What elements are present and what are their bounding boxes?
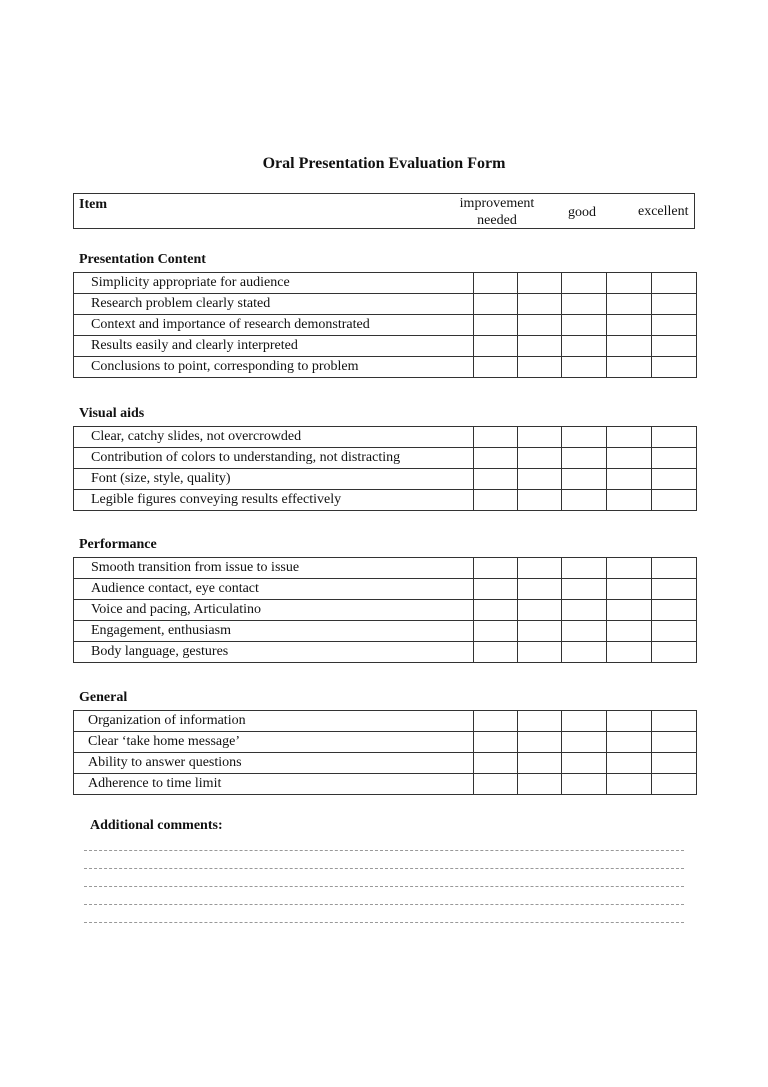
rating-cell[interactable] <box>474 642 518 663</box>
rating-cell[interactable] <box>562 357 607 378</box>
rating-cell[interactable] <box>652 336 697 357</box>
rating-cell[interactable] <box>518 448 562 469</box>
rating-cell[interactable] <box>652 558 697 579</box>
rating-cell[interactable] <box>652 273 697 294</box>
criterion-label: Organization of information <box>74 711 474 732</box>
rating-cell[interactable] <box>474 357 518 378</box>
table-row <box>74 469 697 490</box>
rating-cell[interactable] <box>474 774 518 795</box>
rating-cell[interactable] <box>562 294 607 315</box>
rating-cell[interactable] <box>518 621 562 642</box>
table-row <box>74 642 697 663</box>
table-row <box>74 336 697 357</box>
rating-cell[interactable] <box>474 469 518 490</box>
rating-cell[interactable] <box>607 621 652 642</box>
rating-cell[interactable] <box>474 621 518 642</box>
rating-cell[interactable] <box>518 774 562 795</box>
rating-cell[interactable] <box>652 711 697 732</box>
section-table-performance <box>73 557 697 663</box>
rating-cell[interactable] <box>474 732 518 753</box>
table-row <box>74 273 697 294</box>
table-row <box>74 621 697 642</box>
header-excellent: excellent <box>638 204 689 219</box>
rating-cell[interactable] <box>474 315 518 336</box>
criterion-label: Context and importance of research demonstrated <box>74 315 474 336</box>
section-title-visual-aids: Visual aids <box>79 406 145 421</box>
criterion-label: Smooth transition from issue to issue <box>74 558 474 579</box>
rating-cell[interactable] <box>607 294 652 315</box>
table-row <box>74 490 697 511</box>
rating-cell[interactable] <box>562 427 607 448</box>
rating-cell[interactable] <box>607 427 652 448</box>
rating-cell[interactable] <box>652 621 697 642</box>
rating-cell[interactable] <box>562 753 607 774</box>
criterion-label: Engagement, enthusiasm <box>74 621 474 642</box>
criterion-label: Clear, catchy slides, not overcrowded <box>74 427 474 448</box>
criterion-label: Research problem clearly stated <box>74 294 474 315</box>
rating-cell[interactable] <box>518 558 562 579</box>
header-improvement-needed: improvement needed <box>459 196 535 228</box>
table-row <box>74 600 697 621</box>
rating-cell[interactable] <box>562 711 607 732</box>
rating-cell[interactable] <box>474 273 518 294</box>
header-good: good <box>568 205 596 220</box>
section-title-presentation-content: Presentation Content <box>79 252 206 267</box>
rating-cell[interactable] <box>652 753 697 774</box>
rating-cell[interactable] <box>607 273 652 294</box>
rating-cell[interactable] <box>562 315 607 336</box>
rating-cell[interactable] <box>518 357 562 378</box>
criterion-label: Font (size, style, quality) <box>74 469 474 490</box>
criterion-label: Clear ‘take home message’ <box>74 732 474 753</box>
table-row <box>74 732 697 753</box>
criterion-label: Results easily and clearly interpreted <box>74 336 474 357</box>
section-table-general <box>73 710 697 795</box>
table-header <box>73 193 695 229</box>
rating-cell[interactable] <box>607 490 652 511</box>
comment-line[interactable] <box>84 922 684 923</box>
rating-cell[interactable] <box>518 753 562 774</box>
rating-cell[interactable] <box>607 579 652 600</box>
section-title-general: General <box>79 690 128 705</box>
section-table-visual-aids <box>73 426 697 511</box>
rating-cell[interactable] <box>474 558 518 579</box>
rating-cell[interactable] <box>562 774 607 795</box>
rating-cell[interactable] <box>518 490 562 511</box>
rating-cell[interactable] <box>474 753 518 774</box>
rating-cell[interactable] <box>652 448 697 469</box>
rating-cell[interactable] <box>607 600 652 621</box>
rating-cell[interactable] <box>474 427 518 448</box>
rating-cell[interactable] <box>518 294 562 315</box>
rating-cell[interactable] <box>518 642 562 663</box>
table-row <box>74 753 697 774</box>
form-title: Oral Presentation Evaluation Form <box>262 155 506 172</box>
rating-cell[interactable] <box>607 448 652 469</box>
rating-cell[interactable] <box>652 469 697 490</box>
table-row <box>74 294 697 315</box>
rating-cell[interactable] <box>652 490 697 511</box>
criterion-label: Adherence to time limit <box>74 774 474 795</box>
criterion-label: Audience contact, eye contact <box>74 579 474 600</box>
rating-cell[interactable] <box>607 558 652 579</box>
rating-cell[interactable] <box>607 642 652 663</box>
rating-cell[interactable] <box>607 315 652 336</box>
rating-cell[interactable] <box>518 711 562 732</box>
rating-cell[interactable] <box>652 427 697 448</box>
rating-cell[interactable] <box>652 600 697 621</box>
comment-line[interactable] <box>84 868 684 869</box>
rating-cell[interactable] <box>474 448 518 469</box>
rating-cell[interactable] <box>607 336 652 357</box>
table-row <box>74 711 697 732</box>
rating-cell[interactable] <box>652 579 697 600</box>
criterion-label: Legible figures conveying results effectively <box>74 490 474 511</box>
rating-cell[interactable] <box>474 711 518 732</box>
rating-cell[interactable] <box>652 315 697 336</box>
rating-cell[interactable] <box>562 732 607 753</box>
rating-cell[interactable] <box>474 490 518 511</box>
rating-cell[interactable] <box>474 294 518 315</box>
table-row <box>74 427 697 448</box>
table-row <box>74 558 697 579</box>
rating-cell[interactable] <box>474 336 518 357</box>
rating-cell[interactable] <box>562 273 607 294</box>
rating-cell[interactable] <box>652 357 697 378</box>
comment-line[interactable] <box>84 886 684 887</box>
rating-cell[interactable] <box>607 732 652 753</box>
criterion-label: Body language, gestures <box>74 642 474 663</box>
rating-cell[interactable] <box>562 336 607 357</box>
rating-cell[interactable] <box>562 642 607 663</box>
criterion-label: Simplicity appropriate for audience <box>74 273 474 294</box>
table-row <box>74 579 697 600</box>
criterion-label: Ability to answer questions <box>74 753 474 774</box>
rating-cell[interactable] <box>607 711 652 732</box>
table-row <box>74 448 697 469</box>
rating-cell[interactable] <box>562 448 607 469</box>
comment-line[interactable] <box>84 850 684 851</box>
rating-cell[interactable] <box>607 469 652 490</box>
rating-cell[interactable] <box>562 469 607 490</box>
rating-cell[interactable] <box>518 732 562 753</box>
comment-line[interactable] <box>84 904 684 905</box>
rating-cell[interactable] <box>562 621 607 642</box>
rating-cell[interactable] <box>562 579 607 600</box>
rating-cell[interactable] <box>518 315 562 336</box>
table-row <box>74 315 697 336</box>
rating-cell[interactable] <box>607 357 652 378</box>
rating-cell[interactable] <box>518 273 562 294</box>
rating-cell[interactable] <box>518 336 562 357</box>
rating-cell[interactable] <box>652 774 697 795</box>
rating-cell[interactable] <box>562 558 607 579</box>
table-row <box>74 357 697 378</box>
rating-cell[interactable] <box>518 600 562 621</box>
rating-cell[interactable] <box>652 732 697 753</box>
rating-cell[interactable] <box>474 600 518 621</box>
rating-cell[interactable] <box>474 579 518 600</box>
rating-cell[interactable] <box>562 490 607 511</box>
rating-cell[interactable] <box>518 427 562 448</box>
section-title-performance: Performance <box>79 537 157 552</box>
rating-cell[interactable] <box>518 469 562 490</box>
criterion-label: Voice and pacing, Articulatino <box>74 600 474 621</box>
criterion-label: Contribution of colors to understanding, not distracting <box>74 448 474 469</box>
section-table-presentation-content <box>73 272 697 378</box>
rating-cell[interactable] <box>562 600 607 621</box>
table-row <box>74 774 697 795</box>
additional-comments-title: Additional comments: <box>90 818 223 833</box>
rating-cell[interactable] <box>652 642 697 663</box>
criterion-label: Conclusions to point, corresponding to problem <box>74 357 474 378</box>
header-item-label: Item <box>79 197 107 212</box>
rating-cell[interactable] <box>652 294 697 315</box>
rating-cell[interactable] <box>518 579 562 600</box>
rating-cell[interactable] <box>607 753 652 774</box>
rating-cell[interactable] <box>607 774 652 795</box>
